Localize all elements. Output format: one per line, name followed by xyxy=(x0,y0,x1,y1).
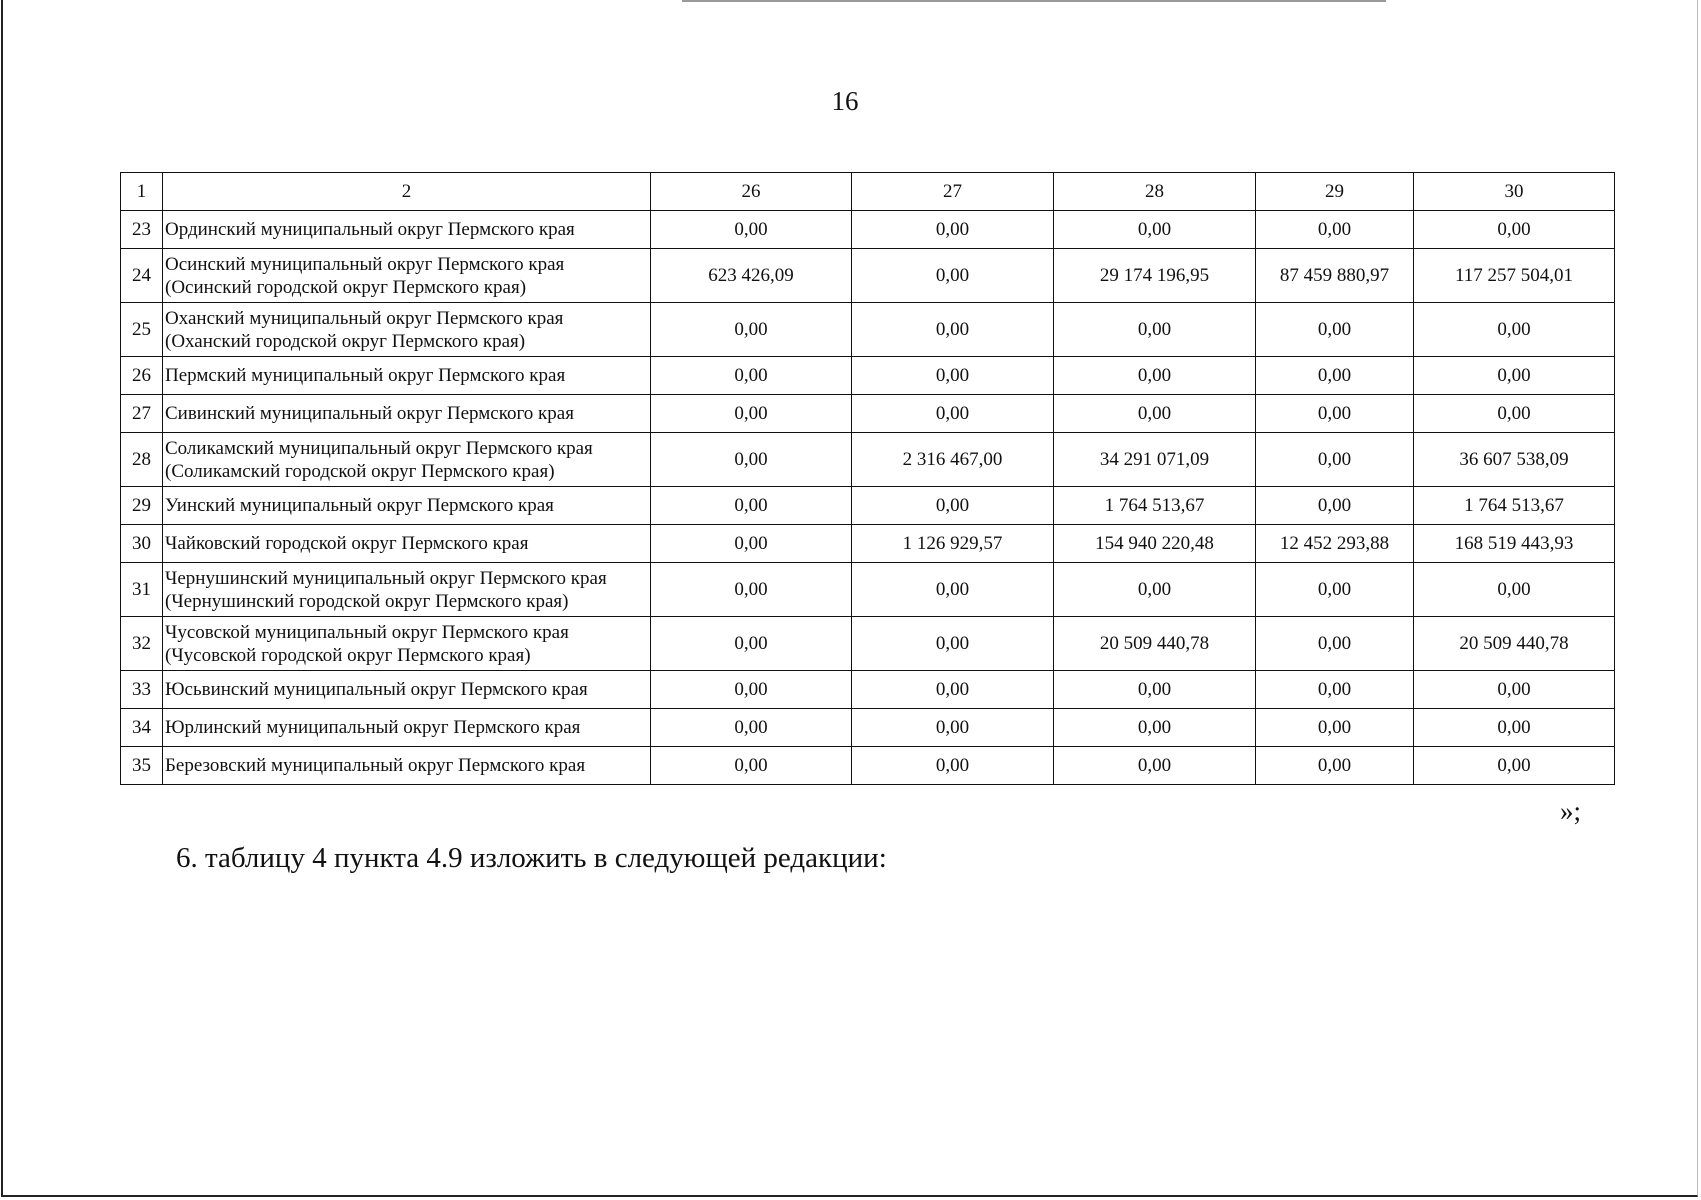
municipality-name-line: (Осинский городской округ Пермского края) xyxy=(165,276,527,298)
table-row xyxy=(121,357,1615,395)
table-row xyxy=(121,709,1615,747)
table-row xyxy=(121,433,1615,487)
value-cell-c28: 0,00 xyxy=(1054,747,1256,785)
municipality-name-line: (Чусовской городской округ Пермского края) xyxy=(165,644,531,666)
value-cell-c28: 0,00 xyxy=(1054,303,1256,357)
municipality-name-cell xyxy=(163,563,651,617)
row-number-cell: 23 xyxy=(121,211,163,249)
row-number-cell: 25 xyxy=(121,303,163,357)
value-cell-c29: 87 459 880,97 xyxy=(1256,249,1414,303)
municipality-name-cell xyxy=(163,433,651,487)
row-number-cell: 24 xyxy=(121,249,163,303)
municipality-name-cell xyxy=(163,487,651,525)
value-cell-c27: 0,00 xyxy=(852,395,1054,433)
value-cell-c29: 0,00 xyxy=(1256,563,1414,617)
municipality-name-line: Чайковский городской округ Пермского края xyxy=(165,533,529,554)
municipality-name-line: (Оханский городской округ Пермского края) xyxy=(165,330,526,352)
value-cell-c29: 0,00 xyxy=(1256,747,1414,785)
value-cell-c28: 0,00 xyxy=(1054,211,1256,249)
table-row xyxy=(121,395,1615,433)
table-row xyxy=(121,525,1615,563)
table-row xyxy=(121,487,1615,525)
municipality-name-line: Сивинский муниципальный округ Пермского края xyxy=(165,403,574,424)
value-cell-c29: 0,00 xyxy=(1256,617,1414,671)
municipality-name-line: Чернушинский муниципальный округ Пермского края xyxy=(165,567,607,589)
value-cell-c30: 117 257 504,01 xyxy=(1414,249,1615,303)
value-cell-c30: 1 764 513,67 xyxy=(1414,487,1615,525)
value-cell-c30: 0,00 xyxy=(1414,395,1615,433)
value-cell-c30: 168 519 443,93 xyxy=(1414,525,1615,563)
municipality-name-line: (Соликамский городской округ Пермского края) xyxy=(165,460,555,482)
value-cell-c29: 0,00 xyxy=(1256,303,1414,357)
value-cell-c29: 0,00 xyxy=(1256,487,1414,525)
row-number-cell: 31 xyxy=(121,563,163,617)
table-header-row xyxy=(121,173,1615,211)
value-cell-c27: 1 126 929,57 xyxy=(852,525,1054,563)
value-cell-c29: 0,00 xyxy=(1256,357,1414,395)
value-cell-c26: 623 426,09 xyxy=(651,249,852,303)
header-cell: 28 xyxy=(1054,173,1256,211)
municipality-name-line: (Чернушинский городской округ Пермского края) xyxy=(165,590,569,612)
municipality-name-line: Пермский муниципальный округ Пермского края xyxy=(165,365,566,386)
value-cell-c27: 0,00 xyxy=(852,357,1054,395)
municipality-name-line: Уинский муниципальный округ Пермского края xyxy=(165,495,554,516)
value-cell-c28: 20 509 440,78 xyxy=(1054,617,1256,671)
value-cell-c30: 0,00 xyxy=(1414,671,1615,709)
value-cell-c28: 0,00 xyxy=(1054,563,1256,617)
table-body xyxy=(121,173,1615,785)
closing-quote: »; xyxy=(1560,796,1582,826)
value-cell-c27: 0,00 xyxy=(852,211,1054,249)
instruction-text: 6. таблицу 4 пункта 4.9 изложить в следующей редакции: xyxy=(176,842,887,874)
row-number-cell: 34 xyxy=(121,709,163,747)
table-row xyxy=(121,249,1615,303)
header-cell: 29 xyxy=(1256,173,1414,211)
table-row xyxy=(121,211,1615,249)
table-row xyxy=(121,303,1615,357)
header-cell: 1 xyxy=(121,173,163,211)
value-cell-c26: 0,00 xyxy=(651,211,852,249)
value-cell-c29: 0,00 xyxy=(1256,211,1414,249)
municipality-name-line: Соликамский муниципальный округ Пермского края xyxy=(165,437,593,459)
value-cell-c26: 0,00 xyxy=(651,671,852,709)
municipality-name-line: Оханский муниципальный округ Пермского края xyxy=(165,307,564,329)
value-cell-c26: 0,00 xyxy=(651,487,852,525)
header-cell: 30 xyxy=(1414,173,1615,211)
value-cell-c30: 36 607 538,09 xyxy=(1414,433,1615,487)
value-cell-c27: 0,00 xyxy=(852,249,1054,303)
header-cell: 26 xyxy=(651,173,852,211)
value-cell-c30: 0,00 xyxy=(1414,303,1615,357)
value-cell-c27: 0,00 xyxy=(852,747,1054,785)
value-cell-c26: 0,00 xyxy=(651,525,852,563)
value-cell-c28: 29 174 196,95 xyxy=(1054,249,1256,303)
top-rule xyxy=(682,0,1386,2)
value-cell-c26: 0,00 xyxy=(651,709,852,747)
value-cell-c30: 0,00 xyxy=(1414,211,1615,249)
row-number-cell: 28 xyxy=(121,433,163,487)
table-row xyxy=(121,617,1615,671)
value-cell-c29: 0,00 xyxy=(1256,433,1414,487)
value-cell-c29: 0,00 xyxy=(1256,709,1414,747)
value-cell-c28: 0,00 xyxy=(1054,357,1256,395)
municipality-name-cell xyxy=(163,211,651,249)
row-number-cell: 32 xyxy=(121,617,163,671)
municipality-name-cell xyxy=(163,709,651,747)
municipality-name-cell xyxy=(163,617,651,671)
table-row xyxy=(121,747,1615,785)
value-cell-c28: 0,00 xyxy=(1054,709,1256,747)
value-cell-c29: 0,00 xyxy=(1256,395,1414,433)
value-cell-c26: 0,00 xyxy=(651,395,852,433)
municipality-name-cell xyxy=(163,303,651,357)
table-row xyxy=(121,563,1615,617)
row-number-cell: 30 xyxy=(121,525,163,563)
value-cell-c30: 20 509 440,78 xyxy=(1414,617,1615,671)
row-number-cell: 27 xyxy=(121,395,163,433)
value-cell-c30: 0,00 xyxy=(1414,709,1615,747)
value-cell-c28: 34 291 071,09 xyxy=(1054,433,1256,487)
value-cell-c26: 0,00 xyxy=(651,617,852,671)
value-cell-c27: 0,00 xyxy=(852,617,1054,671)
value-cell-c27: 0,00 xyxy=(852,671,1054,709)
municipality-name-line: Юрлинский муниципальный округ Пермского края xyxy=(165,717,581,738)
value-cell-c26: 0,00 xyxy=(651,433,852,487)
municipality-name-cell xyxy=(163,357,651,395)
municipality-name-cell xyxy=(163,395,651,433)
value-cell-c28: 1 764 513,67 xyxy=(1054,487,1256,525)
municipality-name-cell xyxy=(163,525,651,563)
row-number-cell: 33 xyxy=(121,671,163,709)
value-cell-c27: 0,00 xyxy=(852,563,1054,617)
municipality-name-line: Осинский муниципальный округ Пермского края xyxy=(165,253,565,275)
municipality-name-line: Юсьвинский муниципальный округ Пермского края xyxy=(165,679,588,700)
value-cell-c30: 0,00 xyxy=(1414,563,1615,617)
value-cell-c26: 0,00 xyxy=(651,563,852,617)
municipality-name-line: Березовский муниципальный округ Пермского края xyxy=(165,755,586,776)
page-number: 16 xyxy=(831,86,859,116)
data-table xyxy=(120,172,1615,785)
header-cell: 27 xyxy=(852,173,1054,211)
municipality-name-cell xyxy=(163,249,651,303)
value-cell-c27: 2 316 467,00 xyxy=(852,433,1054,487)
value-cell-c27: 0,00 xyxy=(852,303,1054,357)
value-cell-c30: 0,00 xyxy=(1414,747,1615,785)
municipality-name-line: Ординский муниципальный округ Пермского края xyxy=(165,219,575,240)
row-number-cell: 26 xyxy=(121,357,163,395)
municipality-name-cell xyxy=(163,671,651,709)
municipality-name-line: Чусовской муниципальный округ Пермского края xyxy=(165,621,569,643)
value-cell-c27: 0,00 xyxy=(852,709,1054,747)
table-row xyxy=(121,671,1615,709)
value-cell-c29: 0,00 xyxy=(1256,671,1414,709)
header-cell: 2 xyxy=(163,173,651,211)
value-cell-c26: 0,00 xyxy=(651,357,852,395)
municipality-name-cell xyxy=(163,747,651,785)
value-cell-c27: 0,00 xyxy=(852,487,1054,525)
row-number-cell: 35 xyxy=(121,747,163,785)
value-cell-c29: 12 452 293,88 xyxy=(1256,525,1414,563)
value-cell-c28: 0,00 xyxy=(1054,395,1256,433)
value-cell-c26: 0,00 xyxy=(651,747,852,785)
value-cell-c26: 0,00 xyxy=(651,303,852,357)
value-cell-c28: 154 940 220,48 xyxy=(1054,525,1256,563)
row-number-cell: 29 xyxy=(121,487,163,525)
value-cell-c30: 0,00 xyxy=(1414,357,1615,395)
value-cell-c28: 0,00 xyxy=(1054,671,1256,709)
